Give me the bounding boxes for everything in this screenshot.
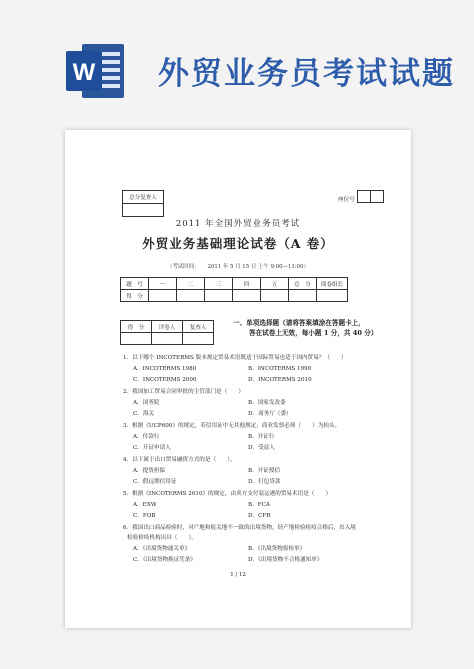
- question-option: C．INCOTERMS 2000: [133, 377, 197, 383]
- question-option: A．国务院: [133, 400, 160, 406]
- score-cell: 三: [205, 278, 233, 290]
- question-option: B．开证行: [248, 434, 275, 440]
- score-cell: [205, 290, 233, 302]
- score-cell: 题 号: [121, 278, 149, 290]
- word-document-icon: [62, 38, 128, 104]
- question-stem: 2．我国加工贸易合同审批的主管部门是（ ）: [123, 389, 245, 395]
- question-option: B．FCA: [248, 502, 270, 508]
- question-stem: 4．以下属于出口贸易融资方式的是（ ）。: [123, 457, 236, 463]
- question-option: B．国家发改委: [248, 400, 286, 406]
- question-option: B．INCOTERMS 1990: [248, 366, 312, 372]
- paper-title: 外贸业务基础理论试卷（A 卷）: [142, 236, 334, 251]
- page-number: 1 / 12: [230, 572, 246, 578]
- section-box-cell: [183, 333, 214, 345]
- section-box-header: 评卷人: [152, 321, 183, 333]
- section-score-box: [120, 320, 214, 345]
- question-option: A．EXW: [133, 502, 157, 508]
- score-cell: 得 分: [121, 290, 149, 302]
- section-box-cell: [121, 333, 152, 345]
- question-option: C．《出境货物换证凭条》: [133, 557, 197, 563]
- score-cell: [317, 290, 348, 302]
- question-option: C．海关: [133, 411, 155, 417]
- question-stem-continued: 检验检疫机构出具（ ）。: [127, 535, 197, 541]
- word-logo-letter: W: [72, 59, 96, 86]
- banner-title: 外贸业务员考试试题: [158, 56, 455, 92]
- score-cell: [289, 290, 317, 302]
- section-title-line2: 答在试卷上无效，每小题 1 分，共 40 分）: [249, 329, 378, 337]
- section-box-header: 复查人: [183, 321, 214, 333]
- question-stem: 3．根据《UCP600》的规定，若信用证中无其他规定，商业发票必须（ ）为抬头。: [123, 423, 341, 429]
- score-cell: 五: [261, 278, 289, 290]
- question-option: C．开证申请人: [133, 445, 171, 451]
- score-header-row: [121, 278, 348, 290]
- question-option: A．提货担保: [133, 468, 166, 474]
- score-cell: 阅卷组长: [317, 278, 348, 290]
- question-option: C．假远期信用证: [133, 479, 177, 485]
- section-box-cell: [152, 333, 183, 345]
- exam-title: 2011 年全国外贸业务员考试: [175, 219, 301, 229]
- review-label: 总分复查人: [123, 191, 164, 204]
- score-cell: [261, 290, 289, 302]
- section-title-line1: 一、单项选择题（请将答案填涂在答题卡上，: [233, 319, 365, 327]
- score-cell: 一: [149, 278, 177, 290]
- question-stem: 1．以下哪个 INCOTERMS 版本规定贸易术语既适于国际贸易也适于国内贸易？（ ）: [123, 355, 347, 361]
- score-cell: 总 分: [289, 278, 317, 290]
- score-table: [120, 277, 348, 302]
- question-option: D．打包贷款: [248, 479, 281, 485]
- seat-box: [371, 191, 384, 203]
- question-option: D．INCOTERMS 2010: [248, 377, 312, 383]
- question-option: D．商务厅（委）: [248, 411, 292, 417]
- seat-number-boxes: [357, 190, 384, 203]
- question-option: A．《出境货物通关单》: [133, 546, 191, 552]
- score-cell: 二: [177, 278, 205, 290]
- exam-paper-page: [65, 130, 411, 628]
- section-title: [233, 318, 377, 338]
- review-blank-cell: [123, 204, 164, 217]
- seat-box: [358, 191, 371, 203]
- score-value-row: [121, 290, 348, 302]
- question-option: D．CFR: [248, 513, 271, 519]
- question-option: A．INCOTERMS 1980: [133, 366, 197, 372]
- score-cell: [177, 290, 205, 302]
- question-option: A．付款行: [133, 434, 160, 440]
- seat-number-label: 座位号: [338, 197, 355, 203]
- question-option: B．《出境货物报检单》: [248, 546, 306, 552]
- document-banner: [0, 0, 474, 118]
- total-review-box: [122, 190, 164, 217]
- score-cell: [149, 290, 177, 302]
- exam-time: （考试时间： 2011 年 5 月 15 日 上午 9:00—11:00）: [167, 264, 309, 270]
- question-stem: 5．根据《INCOTERMS 2010》的规定，由卖方支付装运港的贸易术语是（ ）: [123, 491, 332, 497]
- question-option: B．开证授信: [248, 468, 281, 474]
- score-cell: [233, 290, 261, 302]
- question-stem: 6．我国出口商品检验时，对产地和报关地不一致的出境货物，经产地检验检疫合格后，出入境: [123, 525, 356, 531]
- question-option: D．受益人: [248, 445, 275, 451]
- score-cell: 四: [233, 278, 261, 290]
- section-box-header: 得 分: [121, 321, 152, 333]
- question-option: C．FOB: [133, 513, 156, 519]
- question-option: D．《出境货物不合格通知单》: [248, 557, 323, 563]
